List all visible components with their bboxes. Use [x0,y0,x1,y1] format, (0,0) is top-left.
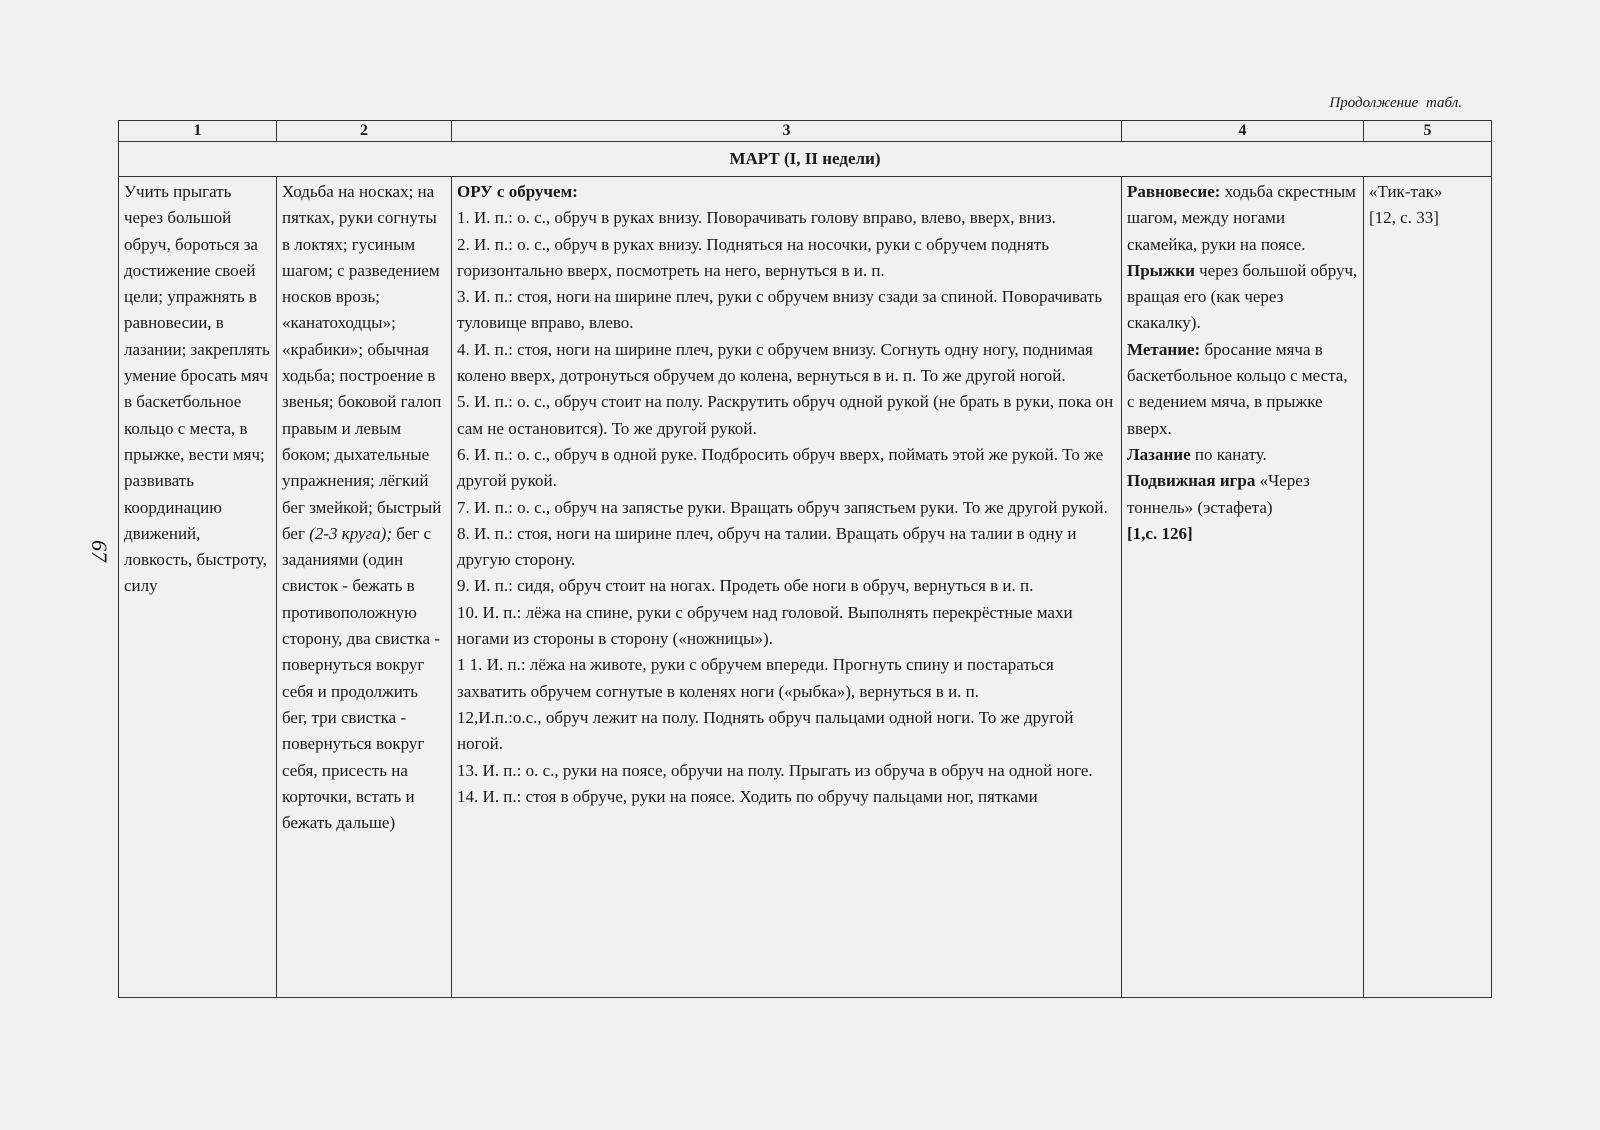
climb-entry [1127,442,1358,468]
game-cell [1364,177,1492,998]
exercise-item: 8. И. п.: стоя, ноги на ширине плеч, обруч на талии. Вращать обруч на талии в одну и другую сторону. [457,523,1077,570]
climb-label: Лазание [1127,444,1191,464]
warmup-text-after: бег с заданиями (один свисток - бежать в противоположную сторону, два свистка - повернуться вокруг себя и продолжить бег, три свистка - повернуться вокруг себя, присесть на корточки, встать и бежать дальше) [282,523,440,833]
climb-text: по канату. [1190,444,1267,464]
balance-label: Равновесие: [1127,182,1221,201]
game-label: Подвижная игра [1127,471,1256,491]
month-heading: МАРТ (I, II недели) [119,142,1492,177]
throw-text: бросание мяча в баскетбольное кольцо с места, с ведением мяча, в прыжке вверх. [1127,339,1348,438]
column-number-3: 3 [452,121,1122,142]
month-row [119,142,1492,177]
exercise-item: 1 1. И. п.: лёжа на животе, руки с обручем впереди. Прогнуть спину и постараться захватить обручем согнутые в коленях ноги («рыбка»), вернуться в и. п. [457,655,1054,701]
exercise-item: 9. И. п.: сидя, обруч стоит на ногах. Продеть обе ноги в обруч, вернуться в и. п. [457,576,1034,596]
column-number-1: 1 [119,121,277,142]
jumps-label: Прыжки [1127,260,1195,280]
continuation-label: Продолжение табл. [1329,95,1462,111]
game-text [1364,177,1491,232]
warmup-cell [277,177,452,998]
balance-text: ходьба скрестным шагом, между ногами скамейка, руки на поясе. [1127,182,1356,254]
warmup-text [277,177,451,836]
movements-cell [1122,177,1364,998]
balance-entry [1127,179,1358,258]
exercise-item: 3. И. п.: стоя, ноги на ширине плеч, руки с обручем внизу сзади за спиной. Поворачивать туловище вправо, влево. [457,287,1103,333]
goals-text: Учить прыгать через большой обруч, бороться за достижение своей цели; упражнять в равновесии, в лазании; закреплять умение бросать мяч в баскетбольное кольцо с места, в прыжке, вести мяч; развивать координацию движений, ловкость, быстроту, силу [124,182,270,596]
warmup-text-italic: (2-3 круга); [309,523,393,543]
jumps-entry [1127,258,1358,337]
content-row [119,177,1492,998]
game-text: «Через тоннель» (эстафета) [1127,471,1310,517]
exercise-item: 1. И. п.: о. с., обруч в руках внизу. Поворачивать голову вправо, влево, вверх, вниз. [457,208,1056,228]
warmup-text-before: Ходьба на носках; на пятках, руки согнуты в локтях; гусиным шагом; с разведением носков врозь; «канатоходцы»; «крабики»; обычная ходьба; построение в звенья; боковой галоп правым и левым боком; дыхательные упражнения; лёгкий бег змейкой; быстрый бег [282,182,442,543]
game-name: «Тик-так» [1369,182,1443,201]
game-reference: [12, с. 33] [1369,208,1439,228]
movements-reference: [1,с. 126] [1127,523,1193,543]
game-entry [1127,468,1358,521]
column-number-row [119,121,1492,142]
column-number-4: 4 [1122,121,1364,142]
exercise-item: 4. И. п.: стоя, ноги на ширине плеч, руки с обручем внизу. Согнуть одну ногу, поднимая колено вверх, дотронуться обручем до колена, вернуться в и. п. То же другой ногой. [457,339,1093,386]
exercise-item: 12,И.п.:о.с., обруч лежит на полу. Поднять обруч пальцами одной ноги. То же другой ногой. [457,707,1074,754]
column-number-5: 5 [1364,121,1492,142]
jumps-text: через большой обруч, вращая его (как через скакалку). [1127,260,1358,333]
page-number: 67 [87,540,112,562]
exercise-item: 14. И. п.: стоя в обруче, руки на поясе. Ходить по обручу пальцами ног, пятками [457,786,1038,806]
exercise-item: 2. И. п.: о. с., обруч в руках внизу. Подняться на носочки, руки с обручем поднять горизонтально вверх, посмотреть на него, вернуться в и. п. [457,234,1049,280]
exercises-title: ОРУ с обручем: [457,182,578,201]
exercises-cell [452,177,1122,998]
goals-cell [119,177,277,998]
throw-label: Метание: [1127,339,1201,359]
exercises-list [452,177,1121,810]
exercise-item: 7. И. п.: о. с., обруч на запястье руки. Вращать обруч запястьем руки. То же другой рукой. [457,497,1108,517]
movements-text [1122,177,1363,547]
throw-entry [1127,337,1358,442]
exercise-item: 10. И. п.: лёжа на спине, руки с обручем над головой. Выполнять перекрёстные махи ногами из стороны в сторону («ножницы»). [457,602,1073,649]
plan-table [118,120,1492,998]
exercise-item: 6. И. п.: о. с., обруч в одной руке. Подбросить обруч вверх, поймать этой же рукой. То же другой рукой. [457,444,1104,491]
column-number-2: 2 [277,121,452,142]
exercise-item: 13. И. п.: о. с., руки на поясе, обручи на полу. Прыгать из обруча в обруч на одной ноге. [457,760,1093,780]
exercise-item: 5. И. п.: о. с., обруч стоит на полу. Раскрутить обруч одной рукой (не брать в руки, пока он сам не остановится). То же другой рукой. [457,392,1114,438]
